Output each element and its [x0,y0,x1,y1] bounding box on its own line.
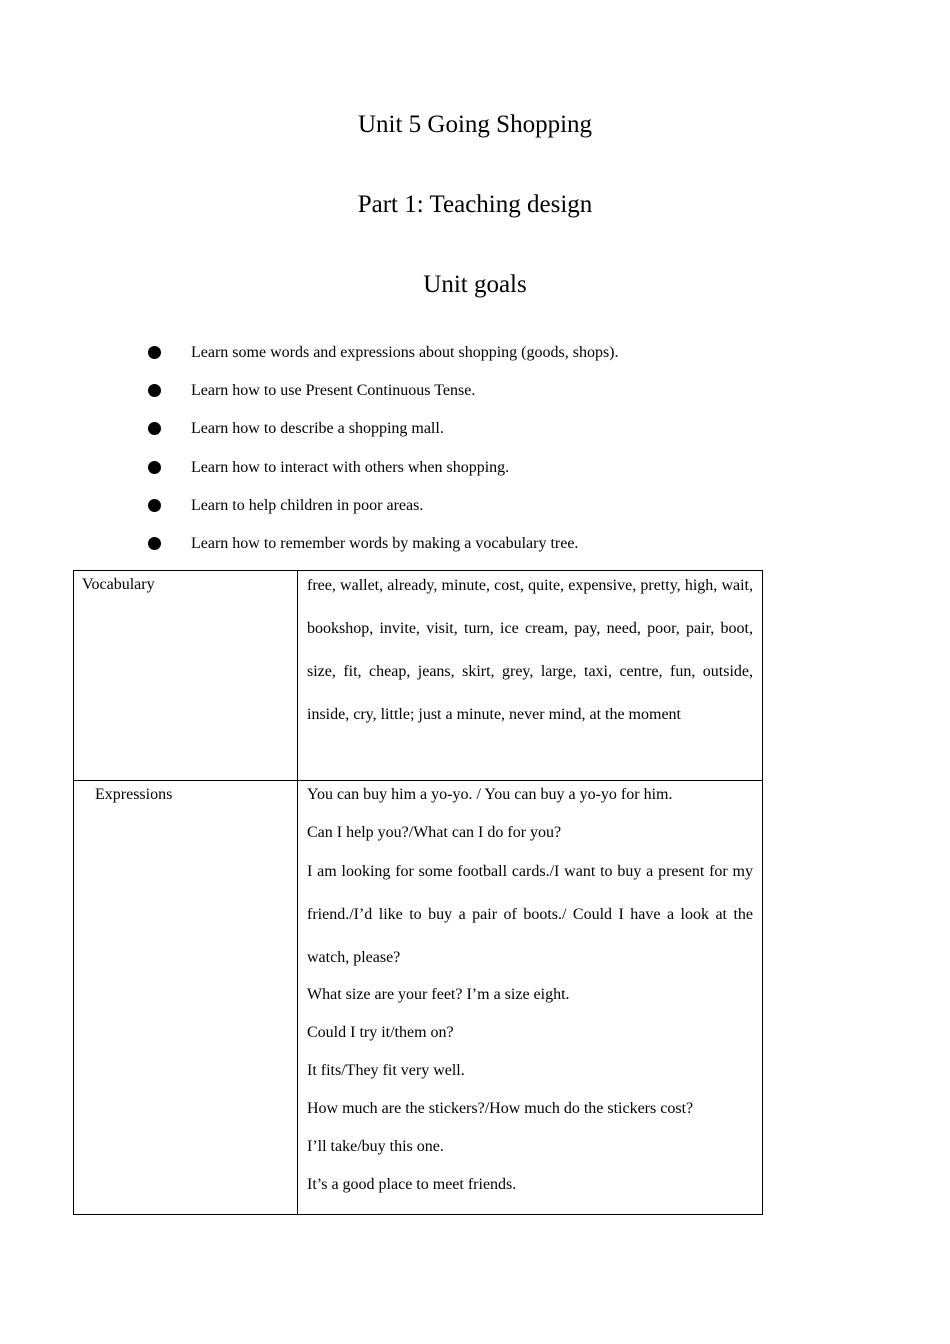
unit-goals-list [148,341,619,570]
goal-text: Learn to help children in poor areas. [191,496,424,514]
expression-line: It’s a good place to meet friends. [307,1176,517,1193]
expression-line: Could I try it/them on? [307,1024,454,1041]
expressions-row [74,781,763,1215]
expression-line: What size are your feet? I’m a size eight. [307,986,570,1003]
goal-text: Learn how to describe a shopping mall. [191,420,444,438]
expression-line: I am looking for some football cards./I want to buy a present for my friend./I’d like to buy a pair of boots./ Could I have a look at the watch, please? [307,863,753,966]
goal-item [148,341,619,379]
bullet-icon [148,346,161,359]
vocabulary-row [74,571,763,781]
expressions-cell [298,781,763,1215]
goal-text: Learn how to interact with others when shopping. [191,458,510,476]
expression-line: It fits/They fit very well. [307,1062,465,1079]
goal-text: Learn how to remember words by making a vocabulary tree. [191,534,579,552]
expression-line: How much are the stickers?/How much do the stickers cost? [307,1100,694,1117]
expression-line: I’ll take/buy this one. [307,1138,444,1155]
expression-line: You can buy him a yo-yo. / You can buy a yo-yo for him. [307,786,673,803]
goal-text: Learn how to use Present Continuous Tense. [191,382,476,400]
vocabulary-text: free, wallet, already, minute, cost, quite, expensive, pretty, high, wait, bookshop, invite, visit, turn, ice cream, pay, need, poor, pair, boot, size, fit, cheap, jeans, skirt, grey, large, taxi, centre, fun, outside, inside, cry, little; just a minute, never mind, at the moment [307,577,753,723]
bullet-icon [148,499,161,512]
expression-line: Can I help you?/What can I do for you? [307,824,562,841]
part-heading: Part 1: Teaching design [357,191,593,218]
goal-item [148,456,619,494]
vocabulary-label: Vocabulary [74,571,298,781]
bullet-icon [148,461,161,474]
vocabulary-cell [298,571,763,781]
bullet-icon [148,537,161,550]
goal-text: Learn some words and expressions about shopping (goods, shops). [191,344,619,361]
goal-item [148,379,619,417]
bullet-icon [148,422,161,435]
content-table [73,570,763,1215]
bullet-icon [148,384,161,397]
goal-item [148,417,619,455]
expressions-label: Expressions [74,781,298,1215]
page-title: Unit 5 Going Shopping [357,111,593,138]
goal-item [148,494,619,532]
unit-goals-heading: Unit goals [423,271,527,298]
